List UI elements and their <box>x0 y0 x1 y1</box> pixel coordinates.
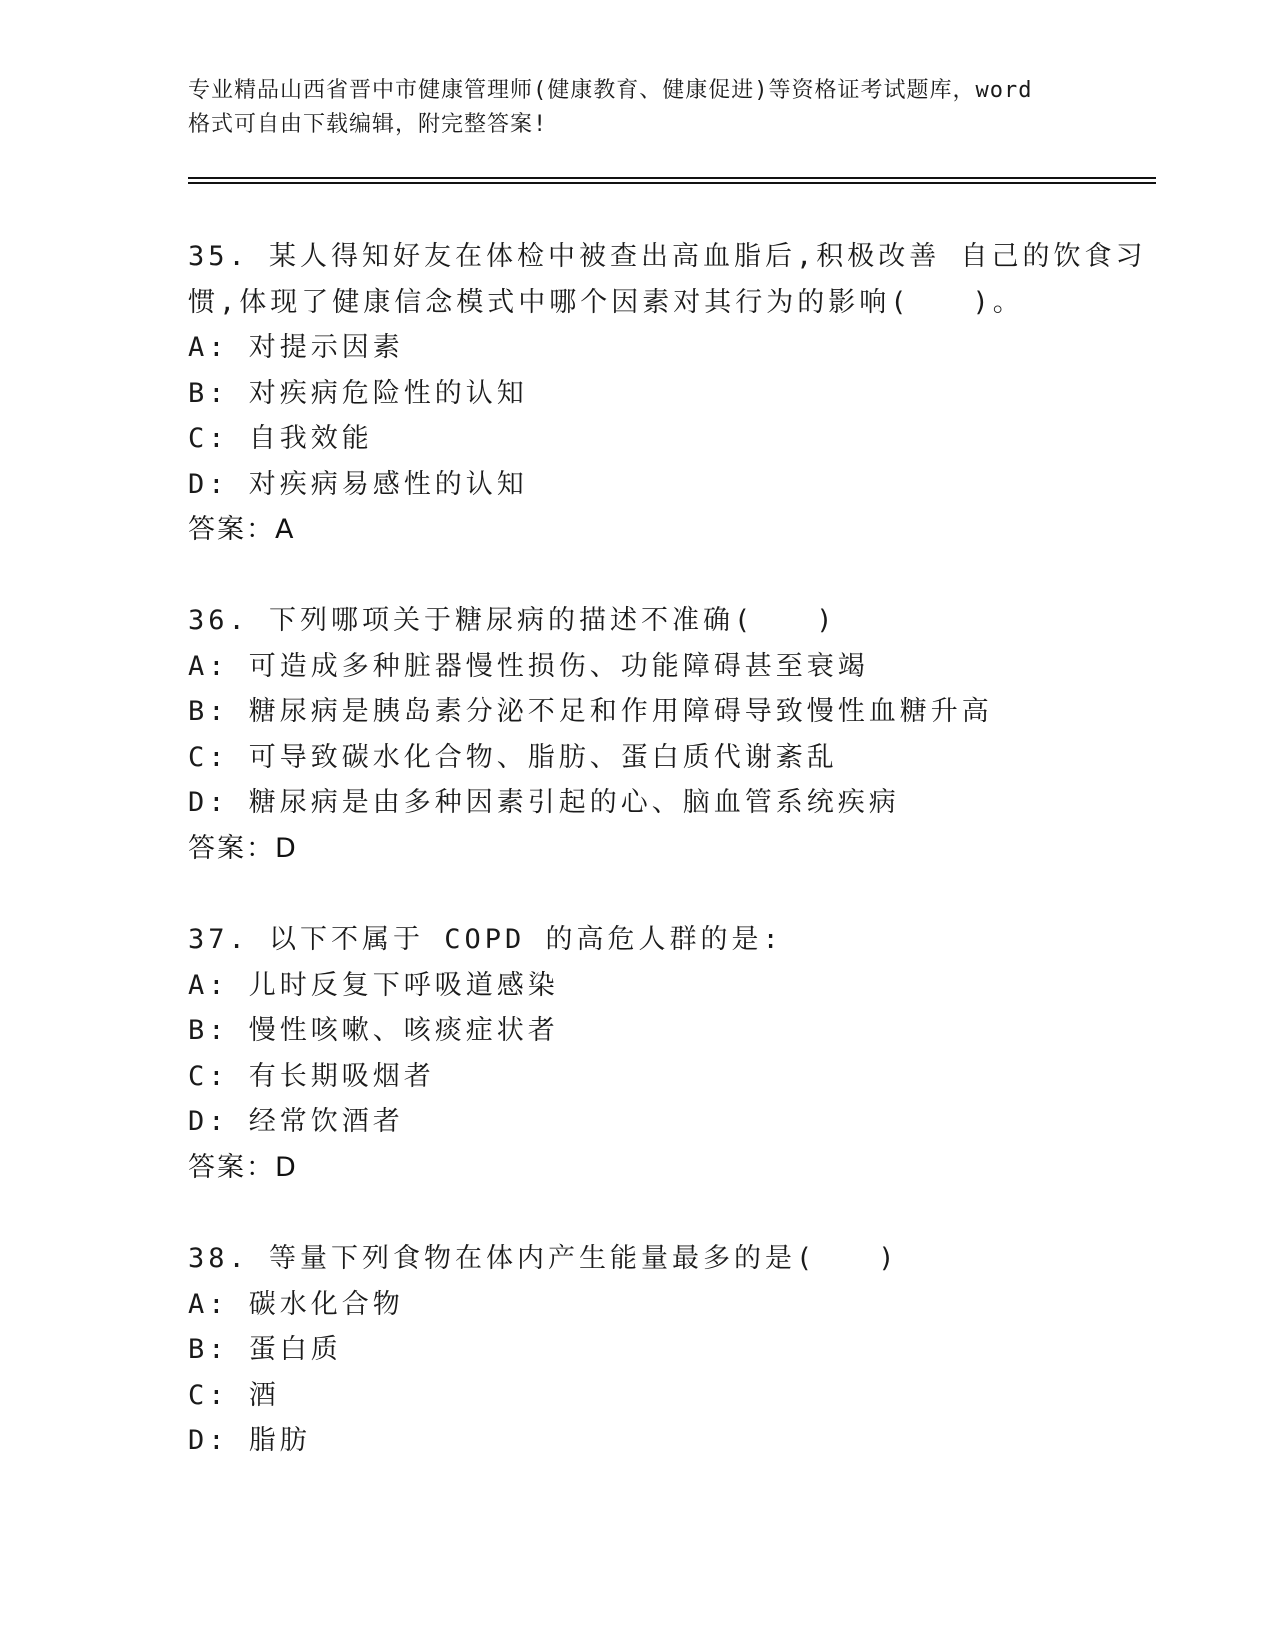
option-c: C: 有长期吸烟者 <box>188 1060 435 1092</box>
question-stem: 37. 以下不属于 COPD 的高危人群的是: <box>188 924 783 955</box>
option-b: B: 慢性咳嗽、咳痰症状者 <box>188 1015 559 1046</box>
question-36 <box>188 598 1088 871</box>
answer: 答案：D <box>188 832 298 864</box>
header-line-1: 专业精品山西省晋中市健康管理师(健康教育、健康促进)等资格证考试题库，word <box>188 78 1033 103</box>
answer: 答案：D <box>188 1151 298 1183</box>
option-d: D: 糖尿病是由多种因素引起的心、脑血管系统疾病 <box>188 787 900 818</box>
question-35 <box>188 234 1147 553</box>
option-c: C: 可导致碳水化合物、脂肪、蛋白质代谢紊乱 <box>188 741 838 773</box>
option-d: D: 经常饮酒者 <box>188 1106 404 1137</box>
header-divider-bottom <box>188 182 1156 184</box>
document-header <box>188 74 1088 142</box>
option-b: B: 糖尿病是胰岛素分泌不足和作用障碍导致慢性血糖升高 <box>188 696 993 727</box>
option-a: A: 儿时反复下呼吸道感染 <box>188 969 559 1001</box>
option-a: A: 可造成多种脏器慢性损伤、功能障碍甚至衰竭 <box>188 650 869 682</box>
question-stem: 35. 某人得知好友在体检中被查出高血脂后,积极改善 自己的饮食习 <box>188 241 1147 272</box>
option-d: D: 对疾病易感性的认知 <box>188 468 528 500</box>
question-stem: 惯,体现了健康信念模式中哪个因素对其行为的影响( )。 <box>188 286 1024 318</box>
question-38 <box>188 1236 1088 1464</box>
option-b: B: 对疾病危险性的认知 <box>188 377 528 409</box>
header-line-2: 格式可自由下载编辑，附完整答案! <box>188 112 548 137</box>
option-d: D: 脂肪 <box>188 1425 311 1456</box>
question-37 <box>188 917 1088 1190</box>
option-a: A: 对提示因素 <box>188 332 404 363</box>
option-b: B: 蛋白质 <box>188 1334 342 1365</box>
question-stem: 38. 等量下列食物在体内产生能量最多的是( ) <box>188 1243 899 1274</box>
option-c: C: 自我效能 <box>188 423 373 454</box>
answer: 答案：A <box>188 514 296 545</box>
option-c: C: 酒 <box>188 1379 280 1411</box>
header-divider-top <box>188 177 1156 179</box>
question-stem: 36. 下列哪项关于糖尿病的描述不准确( ) <box>188 605 837 636</box>
option-a: A: 碳水化合物 <box>188 1288 404 1320</box>
